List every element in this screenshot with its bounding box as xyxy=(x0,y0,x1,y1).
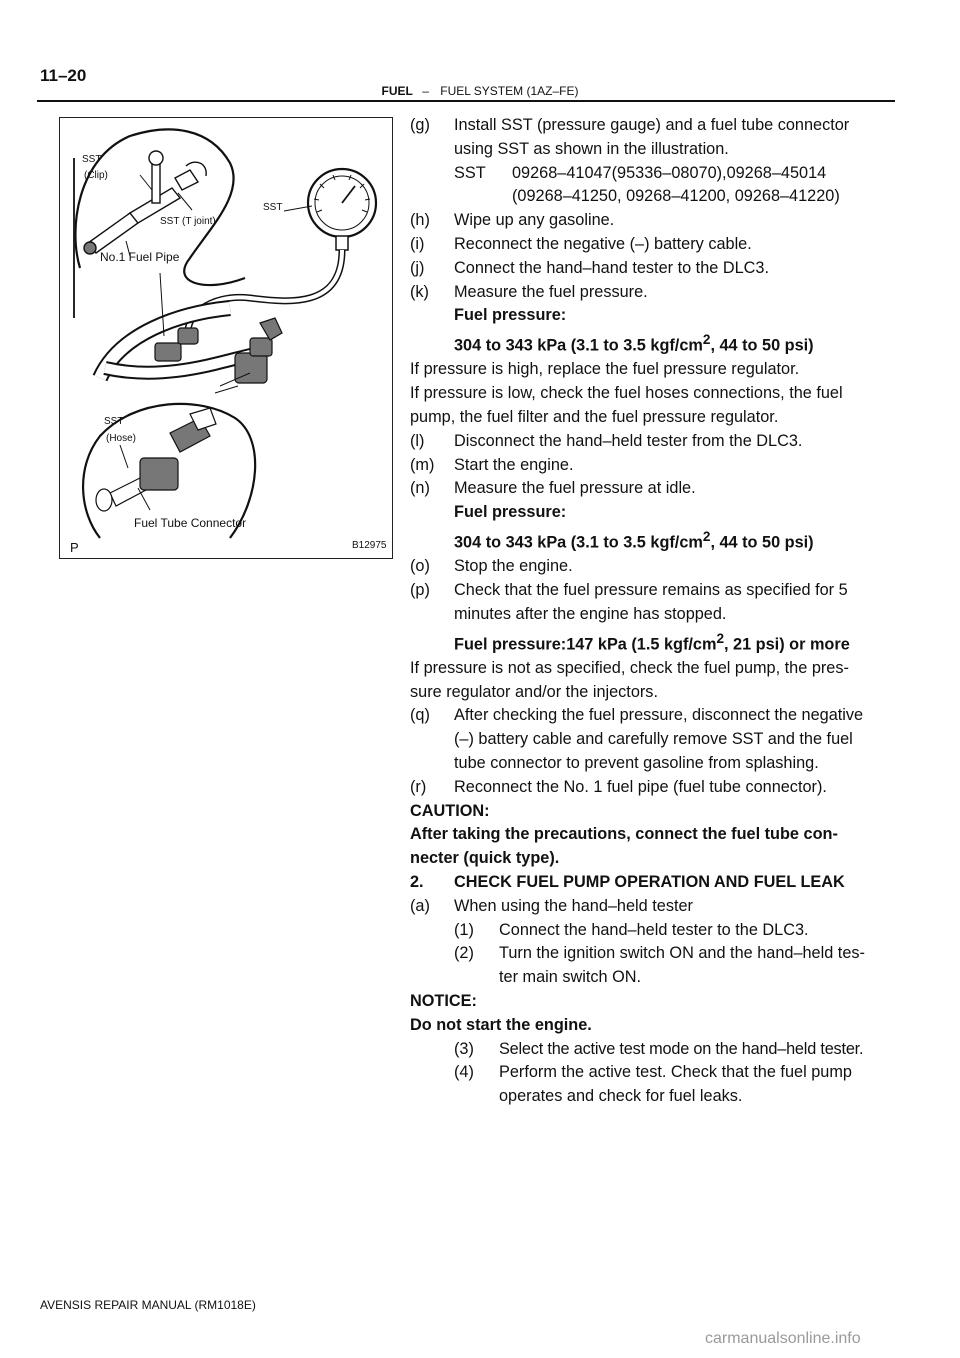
step-k xyxy=(410,281,896,305)
label-sst-t-joint: SST (T joint) xyxy=(160,216,216,227)
step-text: Wipe up any gasoline. xyxy=(454,211,615,230)
step-n xyxy=(410,477,896,501)
spec-part: , 21 psi) or more xyxy=(724,635,850,653)
step-text: Connect the hand–held tester to the DLC3. xyxy=(499,920,809,939)
step-l xyxy=(410,430,896,454)
step-key: (p) xyxy=(410,580,430,599)
step-text: After checking the fuel pressure, disconnect the negative xyxy=(454,706,864,725)
step-a1 xyxy=(410,919,896,943)
header-separator: – xyxy=(422,84,429,98)
step-text: Perform the active test. Check that the fuel pump xyxy=(499,1063,852,1082)
subsection-name: FUEL SYSTEM (1AZ–FE) xyxy=(440,84,579,98)
spec-part: Fuel pressure:147 kPa (1.5 kgf/cm xyxy=(454,635,717,653)
note-spec-1: If pressure is not as specified, check the fuel pump, the pres- xyxy=(410,658,849,677)
step-key: (2) xyxy=(454,944,474,963)
manual-footer: AVENSIS REPAIR MANUAL (RM1018E) xyxy=(40,1298,256,1312)
step-text: Disconnect the hand–held tester from the DLC3. xyxy=(454,431,803,450)
sst-line-1: 09268–41047(95336–08070),09268–45014 xyxy=(512,163,827,182)
spec-value xyxy=(410,525,896,555)
illustration xyxy=(59,117,393,559)
running-header xyxy=(0,84,960,98)
note-high: If pressure is high, replace the fuel pressure regulator. xyxy=(410,360,800,379)
spec-part: , 44 to 50 psi) xyxy=(710,533,814,552)
spec-sup: 2 xyxy=(702,528,711,544)
step-text: Reconnect the No. 1 fuel pipe (fuel tube connector). xyxy=(454,777,827,796)
label-hose: (Hose) xyxy=(106,433,137,444)
note-low-1: If pressure is low, check the fuel hoses connections, the fuel xyxy=(410,384,843,403)
spec-title: Fuel pressure: xyxy=(454,503,567,522)
fuel-gauge-drawing xyxy=(60,118,392,558)
spec-part: , 44 to 50 psi) xyxy=(710,336,814,355)
step-text: CHECK FUEL PUMP OPERATION AND FUEL LEAK xyxy=(454,872,845,891)
caution-title: CAUTION: xyxy=(410,801,490,820)
step-text: Measure the fuel pressure. xyxy=(454,282,648,301)
step-text: Reconnect the negative (–) battery cable. xyxy=(454,234,752,253)
step-p-cont: minutes after the engine has stopped. xyxy=(454,604,727,623)
section-name: FUEL xyxy=(381,84,413,98)
step-a2-cont: ter main switch ON. xyxy=(499,968,642,987)
step-text: Select the active test mode on the hand–held tester. xyxy=(499,1039,864,1058)
step-text: Stop the engine. xyxy=(454,557,573,576)
step-key: (r) xyxy=(410,777,427,796)
step-text: Turn the ignition switch ON and the hand–held tes- xyxy=(499,944,865,963)
sst-numbers xyxy=(410,162,896,186)
step-key: (h) xyxy=(410,211,430,230)
watermark: carmanualsonline.info xyxy=(705,1330,861,1347)
spec-value xyxy=(410,328,896,358)
step-j xyxy=(410,257,896,281)
step-key: (4) xyxy=(454,1063,474,1082)
step-key: (k) xyxy=(410,282,429,301)
step-q-cont-2: tube connector to prevent gasoline from splashing. xyxy=(454,753,819,772)
sst-label: SST xyxy=(454,163,486,182)
step-key: (m) xyxy=(410,455,435,474)
note-spec-2: sure regulator and/or the injectors. xyxy=(410,682,658,701)
step-key: (i) xyxy=(410,234,425,253)
note-low-2: pump, the fuel filter and the fuel pressure regulator. xyxy=(410,407,779,426)
label-sst-clip: SST xyxy=(82,154,102,165)
label-clip: (Clip) xyxy=(84,170,108,181)
step-key: 2. xyxy=(410,872,424,891)
step-a4-cont: operates and check for fuel leaks. xyxy=(499,1087,743,1106)
figure-code: B12975 xyxy=(352,540,387,551)
label-fuel-tube-connector: Fuel Tube Connector xyxy=(134,516,247,530)
step-key: (g) xyxy=(410,116,430,134)
step-key: (j) xyxy=(410,258,425,277)
caution-line-2: necter (quick type). xyxy=(410,849,560,868)
label-sst-gauge: SST xyxy=(263,202,283,213)
step-a4 xyxy=(410,1061,896,1085)
step-m xyxy=(410,454,896,478)
step-text: Connect the hand–hand tester to the DLC3. xyxy=(454,258,769,277)
step-g xyxy=(410,114,896,138)
spec-title: Fuel pressure: xyxy=(454,306,567,325)
step-key: (n) xyxy=(410,479,430,498)
step-g-cont: using SST as shown in the illustration. xyxy=(454,139,729,158)
step-text: Measure the fuel pressure at idle. xyxy=(454,479,696,498)
step-text: Start the engine. xyxy=(454,455,574,474)
step-key: (q) xyxy=(410,706,430,725)
sst-line-2: (09268–41250, 09268–41200, 09268–41220) xyxy=(512,187,840,206)
step-r xyxy=(410,776,896,800)
figure-corner-mark: P xyxy=(70,540,79,555)
spec-value xyxy=(410,627,896,657)
section-2-heading xyxy=(410,871,896,895)
step-i xyxy=(410,233,896,257)
step-q xyxy=(410,704,896,728)
step-key: (1) xyxy=(454,920,474,939)
procedure-text xyxy=(410,114,896,1109)
step-a3 xyxy=(410,1038,896,1062)
spec-sup: 2 xyxy=(702,332,711,348)
step-text: Check that the fuel pressure remains as specified for 5 xyxy=(454,580,848,599)
step-a2 xyxy=(410,942,896,966)
header-rule xyxy=(37,100,895,102)
step-o xyxy=(410,555,896,579)
page-number: 11–20 xyxy=(40,66,87,85)
step-key: (a) xyxy=(410,896,430,915)
step-text: Install SST (pressure gauge) and a fuel tube connector xyxy=(454,116,850,134)
label-no1-fuel-pipe: No.1 Fuel Pipe xyxy=(100,250,180,264)
spec-sup: 2 xyxy=(716,630,724,646)
step-key: (l) xyxy=(410,431,425,450)
notice-text: Do not start the engine. xyxy=(410,1015,592,1034)
step-h xyxy=(410,209,896,233)
step-q-cont-1: (–) battery cable and carefully remove SST and the fuel xyxy=(454,730,853,749)
step-a xyxy=(410,895,896,919)
step-p xyxy=(410,579,896,603)
caution-line-1: After taking the precautions, connect the fuel tube con- xyxy=(410,825,838,844)
spec-part: 304 to 343 kPa (3.1 to 3.5 kgf/cm xyxy=(454,336,703,355)
step-key: (o) xyxy=(410,557,430,576)
label-sst-hose: SST xyxy=(104,416,124,427)
spec-part: 304 to 343 kPa (3.1 to 3.5 kgf/cm xyxy=(454,533,703,552)
step-text: When using the hand–held tester xyxy=(454,896,693,915)
step-key: (3) xyxy=(454,1039,474,1058)
notice-title: NOTICE: xyxy=(410,991,477,1010)
